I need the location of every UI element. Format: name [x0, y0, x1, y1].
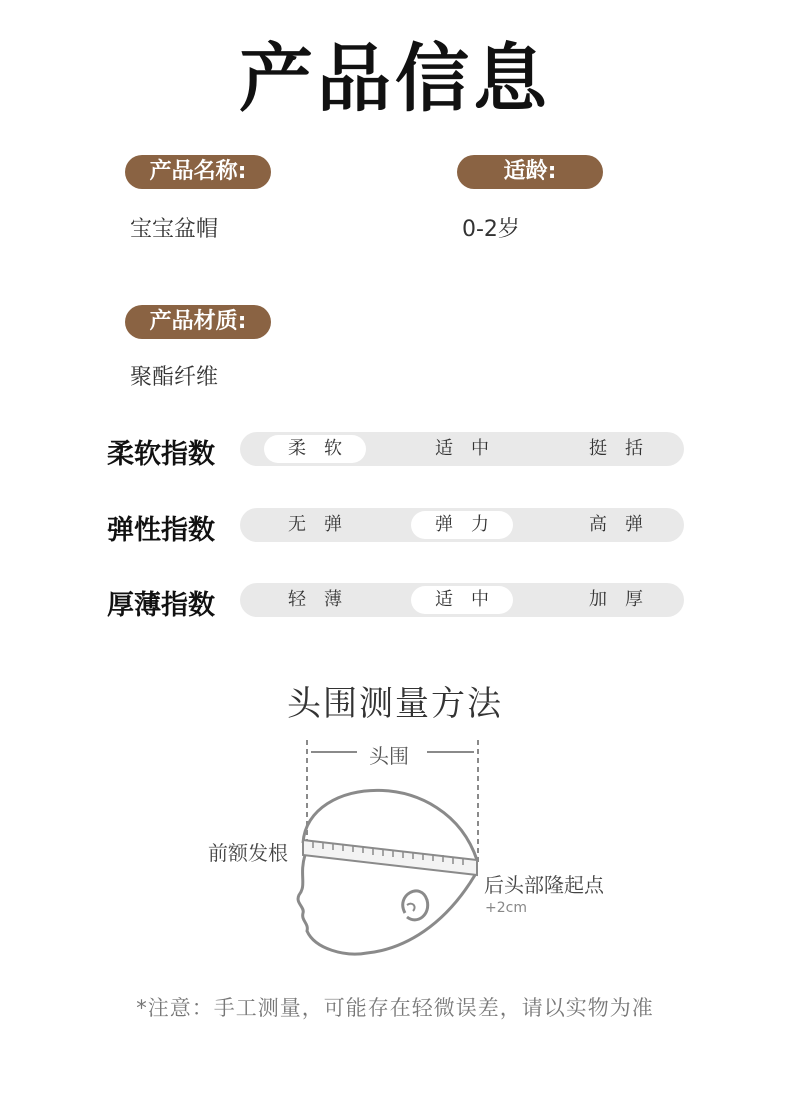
- elasticity-option-3: 高弹: [589, 514, 661, 535]
- product-name-label: 产品名称:: [125, 155, 271, 189]
- thickness-option-3: 加厚: [589, 589, 661, 610]
- elasticity-track: [240, 508, 684, 542]
- thickness-track: [240, 583, 684, 617]
- material-label: 产品材质:: [125, 305, 271, 339]
- softness-track: [240, 432, 684, 466]
- softness-label: 柔软指数: [107, 439, 215, 470]
- thickness-label: 厚薄指数: [107, 590, 215, 621]
- thickness-option-1: 轻薄: [288, 589, 360, 610]
- age-value: 0-2岁: [462, 217, 520, 242]
- measure-title: 头围测量方法: [287, 684, 503, 724]
- head-measurement-diagram: [195, 735, 635, 965]
- head-circumference-label: 头围: [369, 744, 409, 768]
- forehead-label: 前额发根: [208, 841, 288, 865]
- product-name-value: 宝宝盆帽: [130, 217, 219, 242]
- tolerance-label: +2cm: [485, 900, 527, 916]
- elasticity-option-2: 弹力: [411, 511, 513, 539]
- softness-option-3: 挺括: [589, 438, 661, 459]
- elasticity-label: 弹性指数: [107, 515, 215, 546]
- age-label: 适龄:: [457, 155, 603, 189]
- thickness-option-2: 适中: [411, 586, 513, 614]
- disclaimer-note: *注意：手工测量，可能存在轻微误差，请以实物为准: [136, 996, 654, 1020]
- material-value: 聚酯纤维: [130, 365, 219, 390]
- softness-option-2: 适中: [435, 438, 507, 459]
- page-title: 产品信息: [239, 36, 551, 122]
- elasticity-option-1: 无弹: [288, 514, 360, 535]
- back-head-label: 后头部隆起点: [484, 873, 604, 897]
- softness-option-1: 柔软: [264, 435, 366, 463]
